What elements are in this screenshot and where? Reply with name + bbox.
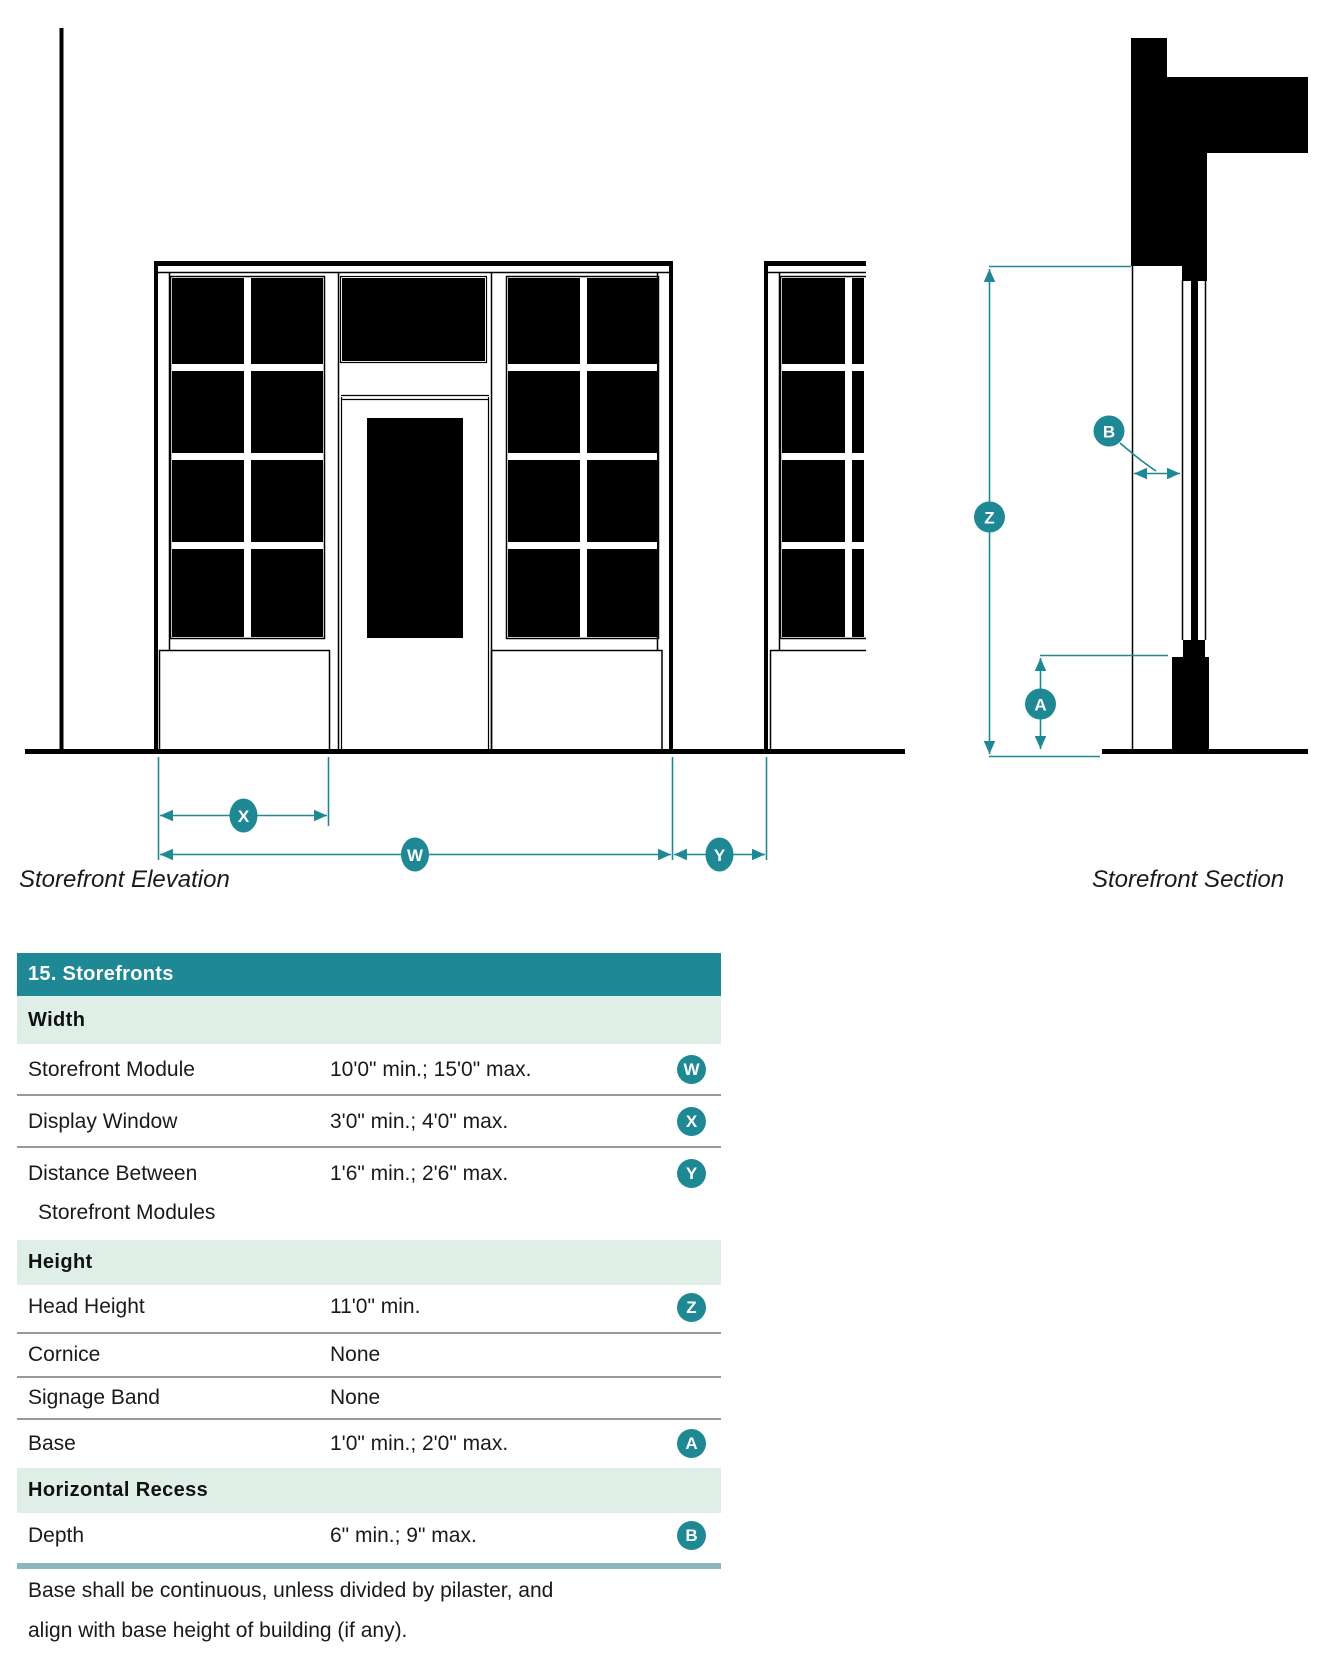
svg-text:Z: Z: [984, 508, 995, 528]
table-footnote-line2: align with base height of building (if any).: [28, 1619, 408, 1642]
svg-text:W: W: [406, 846, 424, 865]
section-band-height: Height: [17, 1240, 721, 1285]
svg-text:A: A: [1034, 695, 1047, 715]
marker-badge-b-table: B: [677, 1521, 706, 1550]
marker-badge-y-table: Y: [677, 1159, 706, 1188]
table-bottom-border: [17, 1563, 721, 1569]
module1-left-pilaster: [154, 261, 158, 751]
storefronts-spec-table: [17, 953, 721, 1569]
svg-text:B: B: [1102, 422, 1116, 442]
row-label-line2: Storefront Modules: [38, 1201, 216, 1224]
row-value: None: [330, 1343, 381, 1366]
glass-pane: [1191, 280, 1198, 640]
table-row-depth: [17, 1513, 721, 1563]
section-caption: Storefront Section: [1092, 866, 1285, 893]
elevation-caption: Storefront Elevation: [19, 866, 230, 893]
row-value: 6" min.; 9" max.: [330, 1524, 477, 1547]
display-window-right: [507, 277, 659, 639]
row-label: Distance Between: [28, 1162, 198, 1185]
table-row-head-height: [17, 1285, 721, 1332]
base-panel-left: [160, 651, 330, 751]
module2-partial: [764, 261, 866, 751]
module1-top-cap: [154, 261, 673, 266]
svg-text:Y: Y: [713, 846, 726, 865]
section-dimensions: [974, 267, 1180, 757]
marker-badge-w-table: W: [677, 1055, 706, 1084]
b-leader-curve: [1120, 443, 1156, 471]
row-label: Storefront Module: [28, 1058, 195, 1081]
table-row-base: [17, 1420, 721, 1468]
table-title-bar: [17, 953, 721, 996]
marker-badge-a-table: A: [677, 1429, 706, 1458]
row-label: Signage Band: [28, 1386, 160, 1409]
row-label: Head Height: [28, 1295, 145, 1318]
module1-right-pilaster: [669, 261, 673, 751]
row-value: 1'6" min.; 2'6" max.: [330, 1162, 509, 1185]
section-drawing: [1102, 38, 1308, 752]
row-label: Depth: [28, 1524, 85, 1547]
section-band-horizontal-recess: Horizontal Recess: [17, 1468, 721, 1513]
transom-window: [342, 278, 485, 361]
glazing-sill: [1183, 640, 1205, 657]
row-label: Display Window: [28, 1110, 178, 1133]
glazing-head: [1182, 266, 1207, 281]
display-window-left: [171, 277, 325, 639]
elevation-drawing: [25, 28, 905, 752]
table-title: 15. Storefronts: [28, 963, 174, 985]
row-label: Base: [28, 1432, 76, 1455]
marker-badge-x-table: X: [677, 1107, 706, 1136]
row-value: 3'0" min.; 4'0" max.: [330, 1110, 509, 1133]
base-panel-right: [492, 651, 663, 751]
table-row-cornice: [17, 1334, 721, 1376]
row-value: 11'0" min.: [330, 1295, 421, 1318]
row-label: Cornice: [28, 1343, 101, 1366]
elevation-dimensions: [159, 757, 767, 872]
table-row-storefront-module: [17, 1044, 721, 1096]
marker-badge-z-table: Z: [677, 1293, 706, 1322]
row-value: None: [330, 1386, 381, 1409]
row-value: 1'0" min.; 2'0" max.: [330, 1432, 509, 1455]
section-base-block: [1172, 657, 1209, 751]
door-bay: [339, 273, 492, 751]
table-footnote-line1: Base shall be continuous, unless divided by pilaster, and: [28, 1579, 554, 1602]
row-value: 10'0" min.; 15'0" max.: [330, 1058, 532, 1081]
structure-above: [1131, 38, 1167, 77]
door-glass: [367, 418, 463, 638]
structure-beam: [1167, 77, 1308, 153]
table-row-display-window: [17, 1096, 721, 1148]
table-row-signage-band: [17, 1378, 721, 1418]
svg-text:X: X: [237, 807, 250, 826]
table-row-distance-between: [17, 1148, 721, 1240]
section-band-width: Width: [17, 996, 721, 1044]
